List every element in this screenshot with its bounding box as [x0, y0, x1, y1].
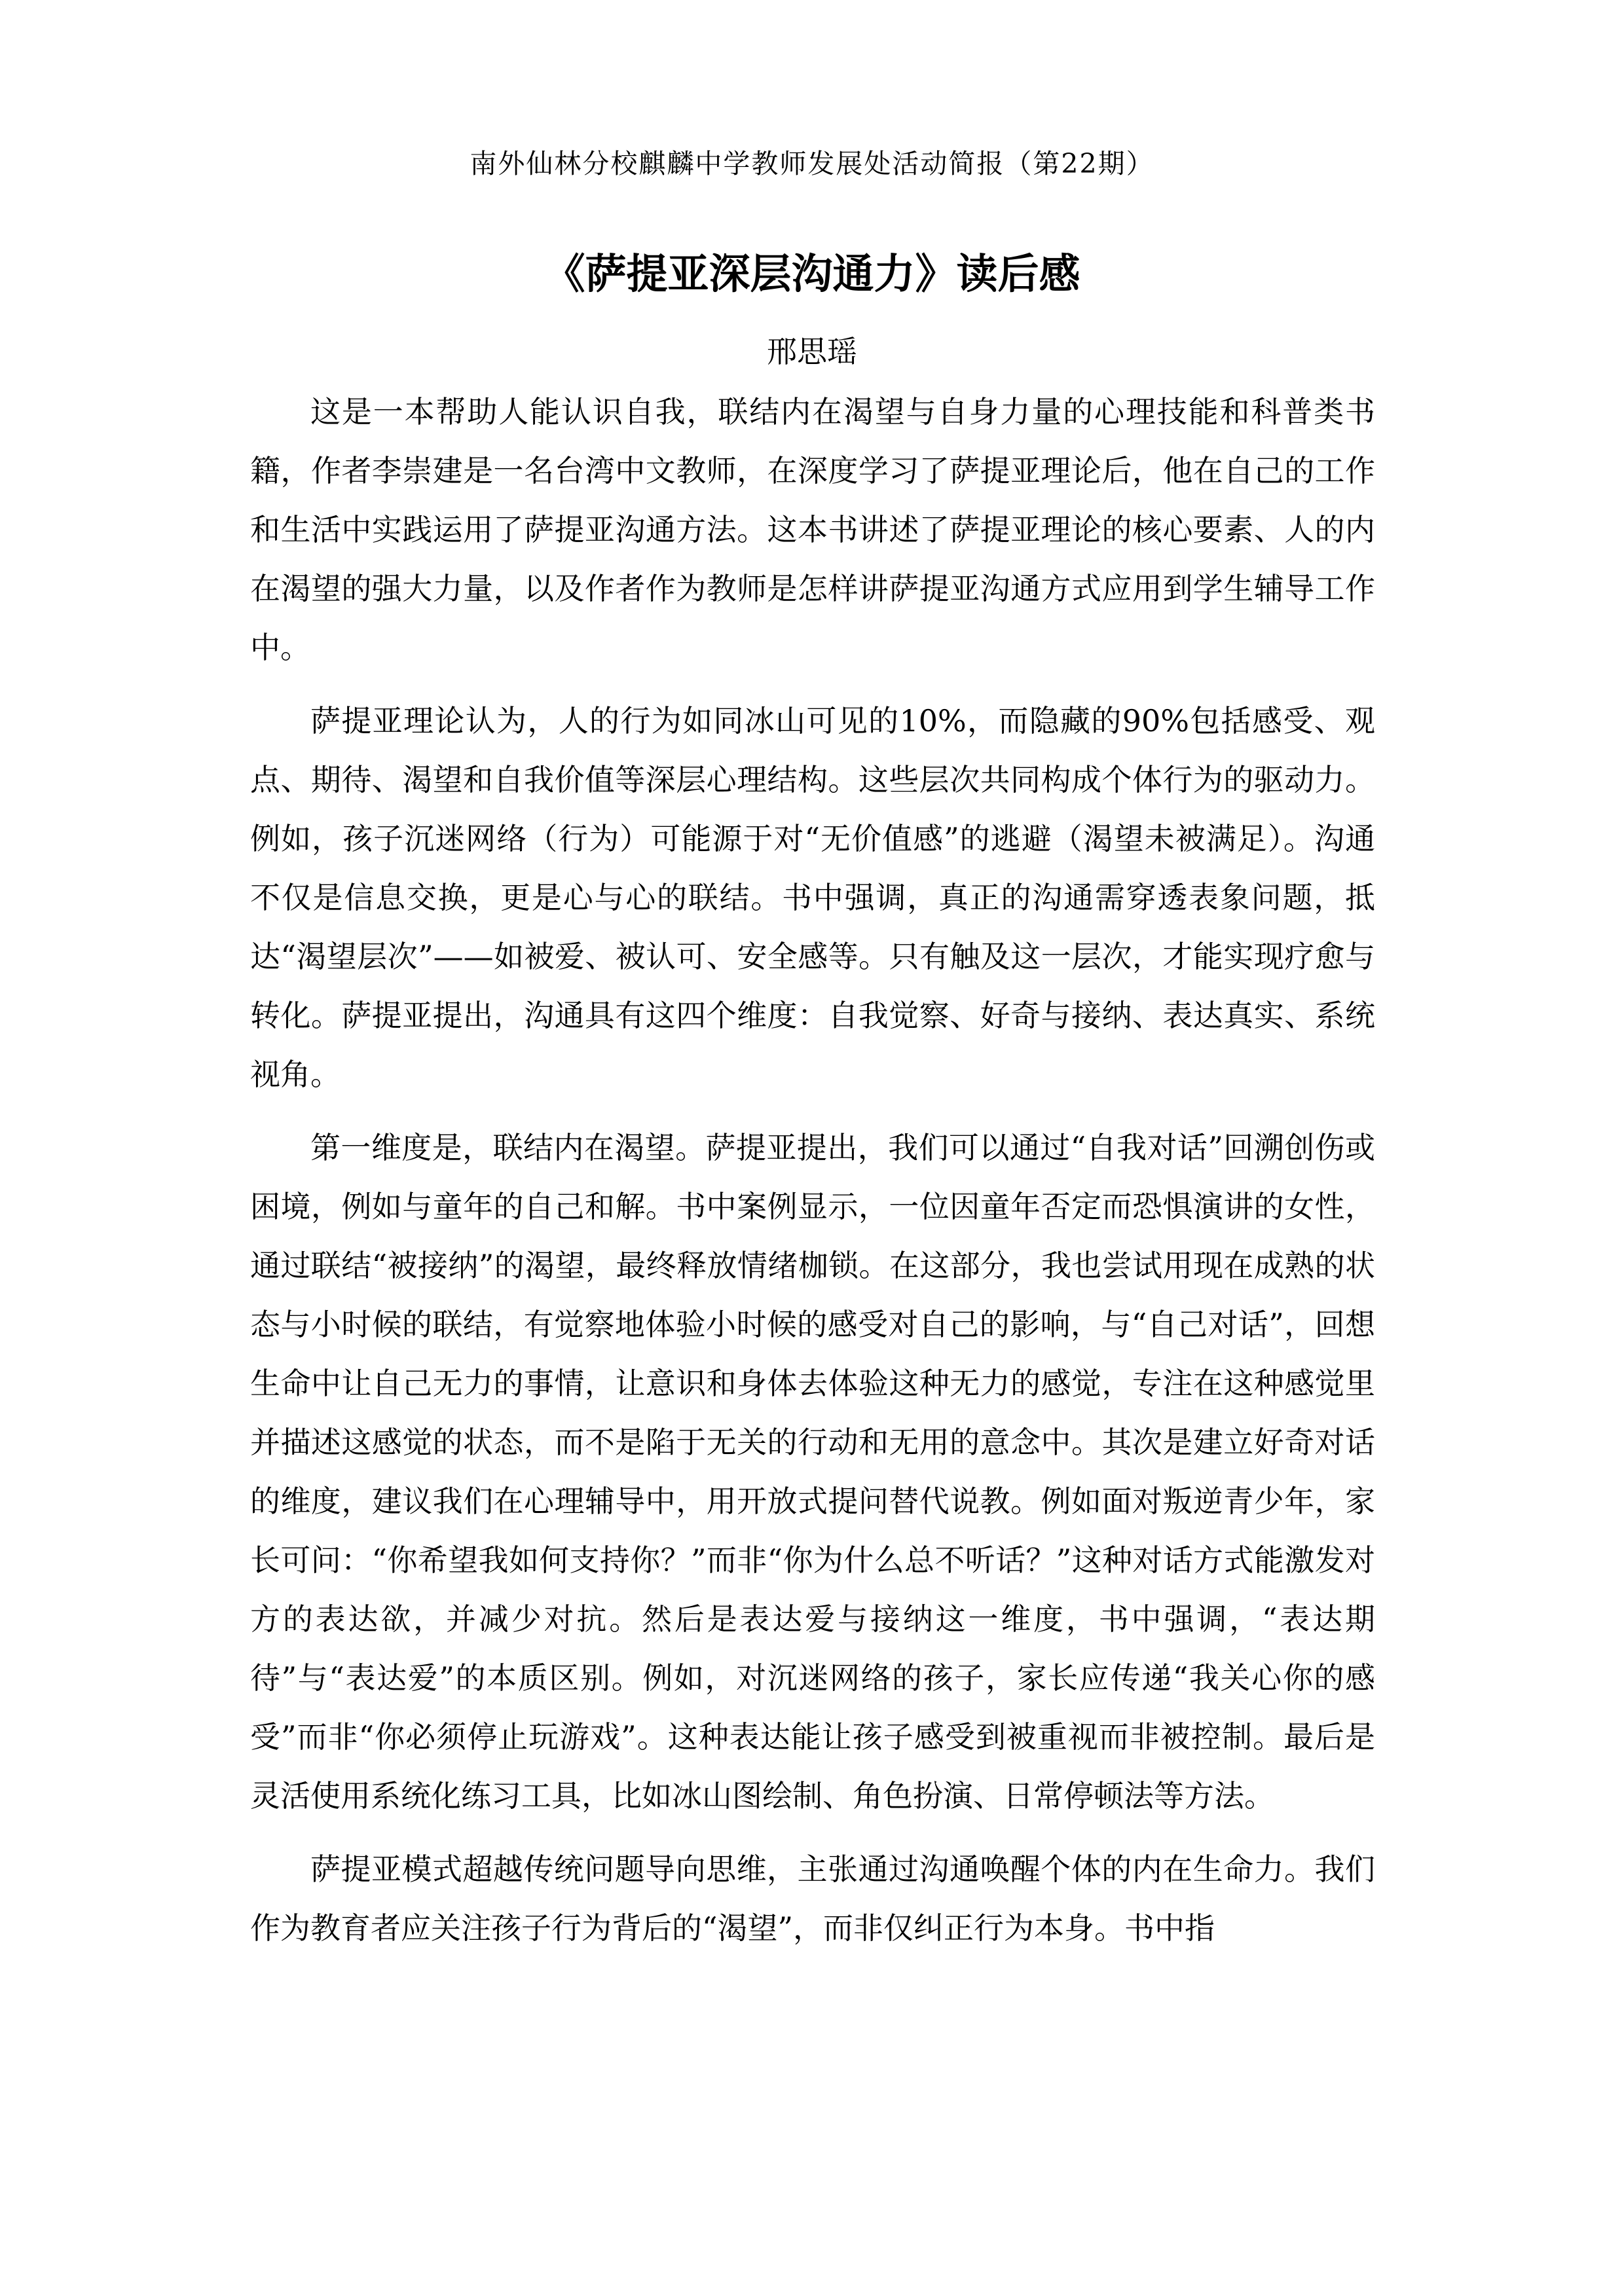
paragraph-4: 萨提亚模式超越传统问题导向思维，主张通过沟通唤醒个体的内在生命力。我们作为教育者应关注孩子行为背后的“渴望”，而非仅纠正行为本身。书中指	[250, 1851, 1375, 1946]
article-title: 《萨提亚深层沟通力》读后感	[544, 249, 1080, 298]
paragraph-2: 萨提亚理论认为，人的行为如同冰山可见的10%，而隐藏的90%包括感受、观点、期待、渴望和自我价值等深层心理结构。这些层次共同构成个体行为的驱动力。例如，孩子沉迷网络（行为）可能源于对“无价值感”的逃避（渴望未被满足）。沟通不仅是信息交换，更是心与心的联结。书中强调，真正的沟通需穿透表象问题，抵达“渴望层次”——如被爱、被认可、安全感等。只有触及这一层次，才能实现疗愈与转化。萨提亚提出，沟通具有这四个维度：自我觉察、好奇与接纳、表达真实、系统视角。	[250, 703, 1375, 1092]
newsletter-header: 南外仙林分校麒麟中学教师发展处活动简报（第22期）	[470, 148, 1154, 179]
paragraph-1: 这是一本帮助人能认识自我，联结内在渴望与自身力量的心理技能和科普类书籍，作者李崇建是一名台湾中文教师，在深度学习了萨提亚理论后，他在自己的工作和生活中实践运用了萨提亚沟通方法。这本书讲述了萨提亚理论的核心要素、人的内在渴望的强大力量，以及作者作为教师是怎样讲萨提亚沟通方式应用到学生辅导工作中。	[250, 394, 1375, 665]
article-body	[250, 382, 1375, 1972]
author-name: 邢思瑶	[767, 334, 857, 369]
paragraph-3: 第一维度是，联结内在渴望。萨提亚提出，我们可以通过“自我对话”回溯创伤或困境，例如与童年的自己和解。书中案例显示，一位因童年否定而恐惧演讲的女性，通过联结“被接纳”的渴望，最终释放情绪枷锁。在这部分，我也尝试用现在成熟的状态与小时候的联结，有觉察地体验小时候的感受对自己的影响，与“自己对话”，回想生命中让自己无力的事情，让意识和身体去体验这种无力的感觉，专注在这种感觉里并描述这感觉的状态，而不是陷于无关的行动和无用的意念中。其次是建立好奇对话的维度，建议我们在心理辅导中，用开放式提问替代说教。例如面对叛逆青少年，家长可问：“你希望我如何支持你？”而非“你为什么总不听话？”这种对话方式能激发对方的表达欲，并减少对抗。然后是表达爱与接纳这一维度，书中强调，“表达期待”与“表达爱”的本质区别。例如，对沉迷网络的孩子，家长应传递“我关心你的感受”而非“你必须停止玩游戏”。这种表达能让孩子感受到被重视而非被控制。最后是灵活使用系统化练习工具，比如冰山图绘制、角色扮演、日常停顿法等方法。	[250, 1130, 1375, 1813]
